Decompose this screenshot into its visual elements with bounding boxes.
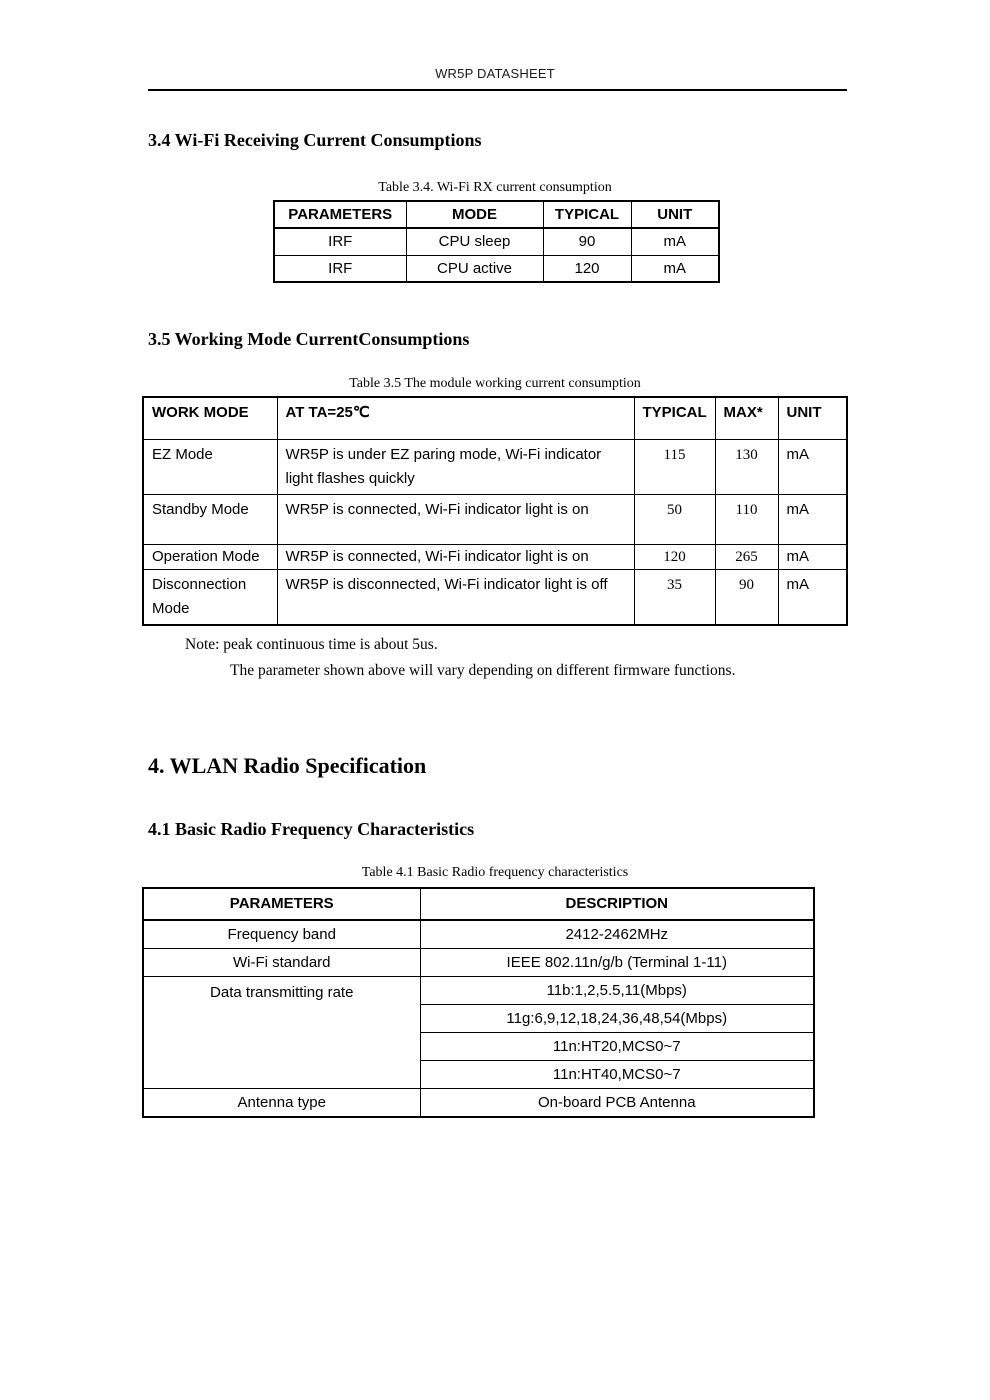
table-note: The parameter shown above will vary depending on different firmware functions.: [230, 661, 736, 679]
table-cell: 35: [634, 569, 715, 625]
table-cell: WR5P is under EZ paring mode, Wi-Fi indicator light flashes quickly: [277, 439, 634, 494]
table-row: [143, 494, 847, 544]
column-header: PARAMETERS: [143, 888, 420, 920]
table-cell: 90: [543, 228, 631, 255]
table-cell: mA: [778, 544, 847, 569]
table-header-row: [274, 201, 719, 228]
table-3-4: [273, 200, 720, 283]
table-cell: Wi-Fi standard: [143, 948, 420, 976]
table-cell: CPU sleep: [406, 228, 543, 255]
table-cell: mA: [631, 228, 719, 255]
table-cell: IEEE 802.11n/g/b (Terminal 1-11): [420, 948, 814, 976]
column-header: MAX*: [715, 397, 778, 439]
table-cell: mA: [631, 255, 719, 282]
column-header: MODE: [406, 201, 543, 228]
table-cell: IRF: [274, 255, 406, 282]
table-row: [143, 948, 814, 976]
section-3-5-title: 3.5 Working Mode CurrentConsumptions: [148, 329, 470, 349]
table-4-1: [142, 887, 815, 1118]
section-3-4-title: 3.4 Wi-Fi Receiving Current Consumptions: [148, 130, 482, 150]
table-cell: 90: [715, 569, 778, 625]
table-cell: mA: [778, 494, 847, 544]
table-cell: mA: [778, 569, 847, 625]
table-cell: IRF: [274, 228, 406, 255]
column-header: AT TA=25℃: [277, 397, 634, 439]
table-cell: 11n:HT20,MCS0~7: [420, 1032, 814, 1060]
table-row: [143, 976, 814, 1004]
table-cell: 50: [634, 494, 715, 544]
table-header-row: [143, 397, 847, 439]
table-cell: 11g:6,9,12,18,24,36,48,54(Mbps): [420, 1004, 814, 1032]
section-4-title: 4. WLAN Radio Specification: [148, 752, 427, 778]
table-cell: CPU active: [406, 255, 543, 282]
table-cell: On-board PCB Antenna: [420, 1088, 814, 1117]
table-cell: Data transmitting rate: [143, 976, 420, 1088]
table-cell: Disconnection Mode: [143, 569, 277, 625]
table-row: [143, 569, 847, 625]
table-4-1-caption: Table 4.1 Basic Radio frequency characteristics: [361, 864, 629, 880]
table-header-row: [143, 888, 814, 920]
table-row: [143, 439, 847, 494]
table-row: [143, 920, 814, 949]
column-header: TYPICAL: [543, 201, 631, 228]
column-header: DESCRIPTION: [420, 888, 814, 920]
table-cell: 130: [715, 439, 778, 494]
table-cell: Frequency band: [143, 920, 420, 949]
table-cell: 265: [715, 544, 778, 569]
header-rule: [148, 89, 847, 91]
table-cell: EZ Mode: [143, 439, 277, 494]
table-cell: mA: [778, 439, 847, 494]
table-row: [143, 1088, 814, 1117]
section-4-1-title: 4.1 Basic Radio Frequency Characteristics: [148, 818, 475, 839]
table-cell: WR5P is connected, Wi-Fi indicator light is on: [277, 494, 634, 544]
table-cell: WR5P is connected, Wi-Fi indicator light is on: [277, 544, 634, 569]
table-cell: 11n:HT40,MCS0~7: [420, 1060, 814, 1088]
table-cell: Standby Mode: [143, 494, 277, 544]
page-header: [0, 0, 990, 91]
table-cell: Antenna type: [143, 1088, 420, 1117]
column-header: PARAMETERS: [274, 201, 406, 228]
table-cell: Operation Mode: [143, 544, 277, 569]
table-3-5-caption: Table 3.5 The module working current consumption: [349, 376, 641, 391]
table-cell: WR5P is disconnected, Wi-Fi indicator light is off: [277, 569, 634, 625]
table-note: Note: peak continuous time is about 5us.: [185, 635, 438, 653]
table-row: [274, 228, 719, 255]
table-cell: 120: [543, 255, 631, 282]
table-cell: 115: [634, 439, 715, 494]
table-cell: 2412-2462MHz: [420, 920, 814, 949]
column-header: TYPICAL: [634, 397, 715, 439]
table-cell: 110: [715, 494, 778, 544]
table-row: [274, 255, 719, 282]
table-cell: 120: [634, 544, 715, 569]
table-3-5: [142, 396, 848, 626]
column-header: UNIT: [778, 397, 847, 439]
header-title: WR5P DATASHEET: [435, 66, 555, 81]
table-row: [143, 544, 847, 569]
table-3-4-caption: Table 3.4. Wi-Fi RX current consumption: [378, 180, 612, 195]
table-cell: 11b:1,2,5.5,11(Mbps): [420, 976, 814, 1004]
column-header: WORK MODE: [143, 397, 277, 439]
column-header: UNIT: [631, 201, 719, 228]
